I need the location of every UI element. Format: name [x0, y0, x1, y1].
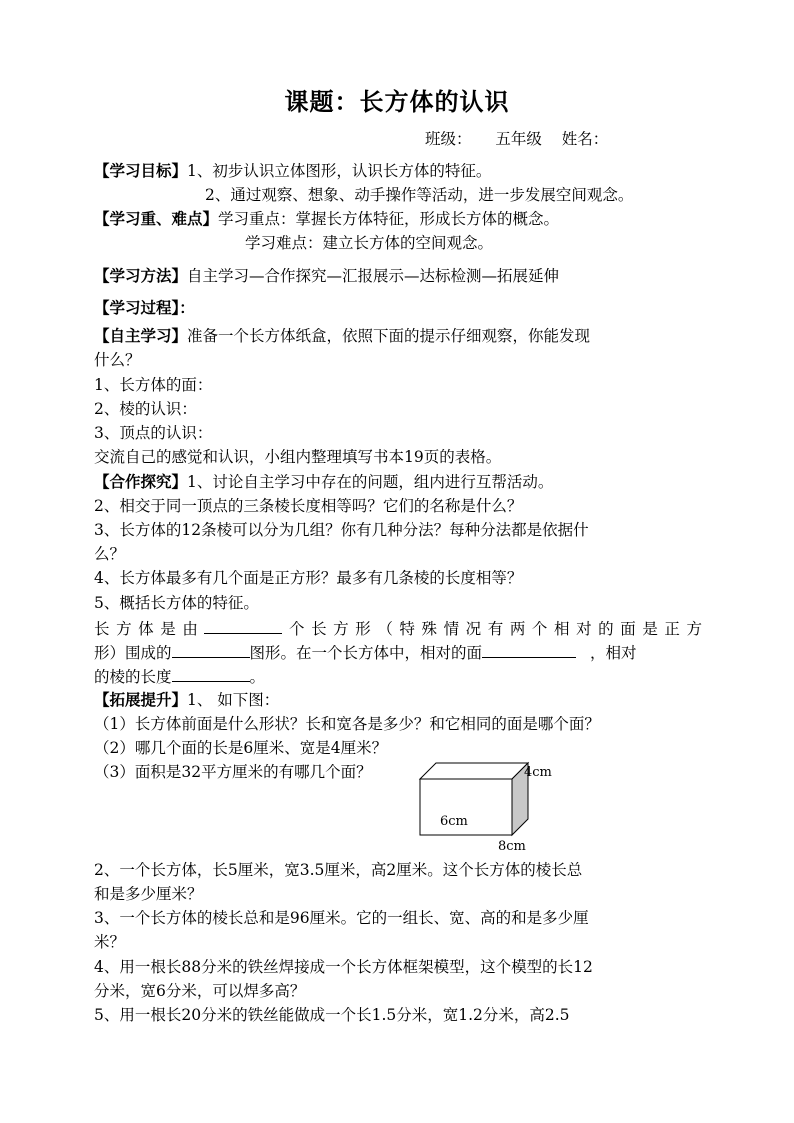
class-value: 五年级 — [495, 130, 542, 148]
fill-text: 。 — [249, 668, 266, 686]
extend-q4-cont: 分米，宽6分米，可以焊多高？ — [94, 982, 306, 1000]
extend-line — [94, 690, 279, 710]
page-title: 课题：长方体的认识 — [284, 87, 510, 116]
cooperate-q5: 5、概括长方体的特征。 — [94, 594, 259, 612]
fill-line-3 — [94, 665, 265, 687]
label-front: 6cm — [440, 814, 468, 829]
key-points-line — [94, 209, 559, 229]
fill-line-1 — [94, 617, 702, 639]
blank-4[interactable] — [172, 665, 250, 682]
key-point: 学习重点：掌握长方体特征，形成长方体的概念。 — [218, 210, 560, 228]
fill-text: 的棱的长度 — [94, 668, 172, 686]
cooperate-q3: 3、长方体的12条棱可以分为几组？你有几种分法？每种分法都是依据什 — [94, 521, 589, 539]
objective-2: 2、通过观察、想象、动手操作等活动，进一步发展空间观念。 — [205, 186, 634, 204]
self-study-note: 交流自己的感觉和认识，小组内整理填写书本19页的表格。 — [94, 448, 502, 466]
difficulty-point: 学习难点：建立长方体的空间观念。 — [245, 234, 494, 252]
cooperate-q1: 1、讨论自主学习中存在的问题，组内进行互帮活动。 — [187, 473, 554, 491]
self-study-q1: 1、长方体的面： — [94, 376, 213, 394]
process-heading: 【学习过程】： — [94, 298, 195, 317]
name-label: 姓名： — [561, 130, 609, 148]
cooperate-q3-cont: 么？ — [94, 545, 126, 563]
fill-text: 长方体是由 — [94, 620, 205, 638]
label-height: 4cm — [524, 765, 552, 780]
key-points-heading: 【学习重、难点】 — [94, 209, 219, 228]
objectives-line-1 — [94, 161, 491, 181]
self-study-q2: 2、棱的认识： — [94, 400, 197, 418]
method-line — [94, 266, 559, 286]
self-study-q3: 3、顶点的认识： — [94, 424, 213, 442]
method-text: 自主学习—合作探究—汇报展示—达标检测—拓展延伸 — [187, 267, 560, 285]
cooperate-line — [94, 472, 553, 492]
self-study-line — [94, 326, 590, 346]
extend-q2-cont: 和是多少厘米？ — [94, 885, 203, 903]
extend-sub3: （3）面积是32平方厘米的有哪几个面？ — [94, 763, 372, 781]
blank-3[interactable] — [482, 641, 576, 658]
cuboid-figure — [410, 755, 570, 855]
extend-q2: 2、一个长方体，长5厘米，宽3.5厘米，高2厘米。这个长方体的棱长总 — [94, 861, 583, 879]
cooperate-heading: 【合作探究】 — [94, 472, 188, 491]
extend-q3: 3、一个长方体的棱长总和是96厘米。它的一组长、宽、高的和是多少厘 — [94, 909, 589, 927]
extend-sub2: （2）哪几个面的长是6厘米、宽是4厘米？ — [94, 739, 388, 757]
blank-1[interactable] — [204, 617, 282, 634]
extend-intro: 1、 如下图： — [187, 691, 280, 709]
objective-1: 1、初步认识立体图形，认识长方体的特征。 — [187, 162, 492, 180]
class-label: 班级： — [425, 130, 472, 148]
extend-heading: 【拓展提升】 — [94, 690, 188, 709]
extend-q5: 5、用一根长20分米的铁丝能做成一个长1.5分米，宽1.2分米，高2.5 — [94, 1006, 570, 1024]
self-study-intro: 准备一个长方体纸盒，依照下面的提示仔细观察，你能发现 — [187, 327, 591, 345]
method-heading: 【学习方法】 — [94, 266, 188, 285]
fill-line-2 — [94, 641, 637, 663]
extend-q4: 4、用一根长88分米的铁丝焊接成一个长方体框架模型，这个模型的长12 — [94, 958, 593, 976]
fill-text: 图形。在一个长方体中，相对的面 — [249, 644, 483, 662]
fill-text: 个长方形（特殊情况有两个相对的面是正方 — [282, 620, 702, 638]
cuboid-top-face — [420, 763, 528, 779]
self-study-heading: 【自主学习】 — [94, 326, 188, 345]
class-info — [425, 129, 608, 149]
self-study-intro-2: 什么？ — [94, 351, 141, 369]
fill-text: 形）围成的 — [94, 644, 172, 662]
objectives-heading: 【学习目标】 — [94, 161, 188, 180]
fill-text: ，相对 — [590, 644, 637, 662]
blank-2[interactable] — [172, 641, 250, 658]
extend-sub1: （1）长方体前面是什么形状？长和宽各是多少？和它相同的面是哪个面？ — [94, 715, 600, 733]
cooperate-q2: 2、相交于同一顶点的三条棱长度相等吗？它们的名称是什么？ — [94, 497, 523, 515]
label-bottom: 8cm — [498, 839, 526, 854]
extend-q3-cont: 米？ — [94, 933, 126, 951]
cooperate-q4: 4、长方体最多有几个面是正方形？最多有几条棱的长度相等？ — [94, 569, 523, 587]
